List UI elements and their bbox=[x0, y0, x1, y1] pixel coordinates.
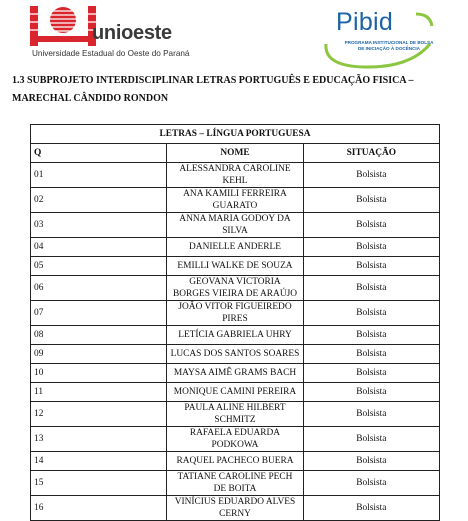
heading-line-2: MARECHAL CÂNDIDO RONDON bbox=[12, 93, 169, 104]
row-number: 12 bbox=[31, 402, 167, 427]
student-status: Bolsista bbox=[303, 301, 439, 326]
table-row bbox=[31, 496, 440, 521]
row-number: 13 bbox=[31, 427, 167, 452]
student-status: Bolsista bbox=[303, 364, 439, 383]
student-name: EMILLI WALKE DE SOUZA bbox=[167, 257, 303, 276]
row-number: 08 bbox=[31, 326, 167, 345]
table-row bbox=[31, 238, 440, 257]
pibid-subtitle: PROGRAMA INSTITUCIONAL DE BOLSA DE INICIAÇÃO À DOCÊNCIA bbox=[344, 40, 434, 51]
table-row bbox=[31, 257, 440, 276]
table-row bbox=[31, 402, 440, 427]
table-row bbox=[31, 326, 440, 345]
student-status: Bolsista bbox=[303, 383, 439, 402]
student-name: JOÃO VITOR FIGUEIREDO PIRES bbox=[167, 301, 303, 326]
student-status: Bolsista bbox=[303, 257, 439, 276]
column-header-name: NOME bbox=[167, 144, 303, 163]
unioeste-logo bbox=[30, 6, 205, 66]
table-row bbox=[31, 213, 440, 238]
student-status: Bolsista bbox=[303, 402, 439, 427]
student-name: ANA KAMILI FERREIRA GUARATO bbox=[167, 188, 303, 213]
table-row bbox=[31, 427, 440, 452]
student-status: Bolsista bbox=[303, 326, 439, 345]
row-number: 06 bbox=[31, 276, 167, 301]
student-status: Bolsista bbox=[303, 427, 439, 452]
student-name: MONIQUE CAMINI PEREIRA bbox=[167, 383, 303, 402]
row-number: 15 bbox=[31, 471, 167, 496]
student-name: MAYSA AIMÊ GRAMS BACH bbox=[167, 364, 303, 383]
unioeste-emblem-icon bbox=[30, 6, 96, 46]
row-number: 10 bbox=[31, 364, 167, 383]
student-status: Bolsista bbox=[303, 471, 439, 496]
student-status: Bolsista bbox=[303, 496, 439, 521]
student-status: Bolsista bbox=[303, 213, 439, 238]
page-header bbox=[0, 0, 468, 70]
row-number: 09 bbox=[31, 345, 167, 364]
table-row bbox=[31, 452, 440, 471]
student-status: Bolsista bbox=[303, 345, 439, 364]
student-name: LETÍCIA GABRIELA UHRY bbox=[167, 326, 303, 345]
table-row bbox=[31, 276, 440, 301]
row-number: 07 bbox=[31, 301, 167, 326]
table-section-title: LETRAS – LÍNGUA PORTUGUESA bbox=[31, 125, 440, 144]
student-name: DANIELLE ANDERLE bbox=[167, 238, 303, 257]
unioeste-name: unioeste bbox=[92, 22, 172, 44]
table-row bbox=[31, 345, 440, 364]
table-row bbox=[31, 383, 440, 402]
column-header-q: Q bbox=[31, 144, 167, 163]
row-number: 16 bbox=[31, 496, 167, 521]
subproject-heading bbox=[12, 72, 464, 108]
table-row bbox=[31, 163, 440, 188]
table-row bbox=[31, 188, 440, 213]
student-name: PAULA ALINE HILBERT SCHMITZ bbox=[167, 402, 303, 427]
row-number: 14 bbox=[31, 452, 167, 471]
student-status: Bolsista bbox=[303, 276, 439, 301]
unioeste-subtitle: Universidade Estadual do Oeste do Paraná bbox=[32, 49, 190, 58]
table-row bbox=[31, 364, 440, 383]
row-number: 04 bbox=[31, 238, 167, 257]
row-number: 01 bbox=[31, 163, 167, 188]
pibid-name: Pibid bbox=[336, 8, 394, 36]
student-name: ALESSANDRA CAROLINE KEHL bbox=[167, 163, 303, 188]
student-status: Bolsista bbox=[303, 163, 439, 188]
row-number: 02 bbox=[31, 188, 167, 213]
student-name: ANNA MARIA GODOY DA SILVA bbox=[167, 213, 303, 238]
table-header-row bbox=[31, 144, 440, 163]
student-name: RAFAELA EDUARDA PODKOWA bbox=[167, 427, 303, 452]
row-number: 05 bbox=[31, 257, 167, 276]
heading-line-1: 1.3 SUBPROJETO INTERDISCIPLINAR LETRAS PORTUGUÊS E EDUCAÇÃO FISICA – bbox=[12, 75, 414, 86]
student-name: LUCAS DOS SANTOS SOARES bbox=[167, 345, 303, 364]
student-status: Bolsista bbox=[303, 238, 439, 257]
row-number: 11 bbox=[31, 383, 167, 402]
table-section-row bbox=[31, 125, 440, 144]
table-row bbox=[31, 301, 440, 326]
student-name: GEOVANA VICTORIA BORGES VIEIRA DE ARAÚJO bbox=[167, 276, 303, 301]
row-number: 03 bbox=[31, 213, 167, 238]
student-name: RAQUEL PACHECO BUERA bbox=[167, 452, 303, 471]
students-table bbox=[30, 124, 440, 521]
table-body bbox=[31, 163, 440, 521]
column-header-status: SITUAÇÃO bbox=[303, 144, 439, 163]
student-name: TATIANE CAROLINE PECH DE BOITA bbox=[167, 471, 303, 496]
table-row bbox=[31, 471, 440, 496]
student-name: VINÍCIUS EDUARDO ALVES CERNY bbox=[167, 496, 303, 521]
pibid-logo bbox=[318, 4, 436, 70]
student-status: Bolsista bbox=[303, 188, 439, 213]
student-status: Bolsista bbox=[303, 452, 439, 471]
